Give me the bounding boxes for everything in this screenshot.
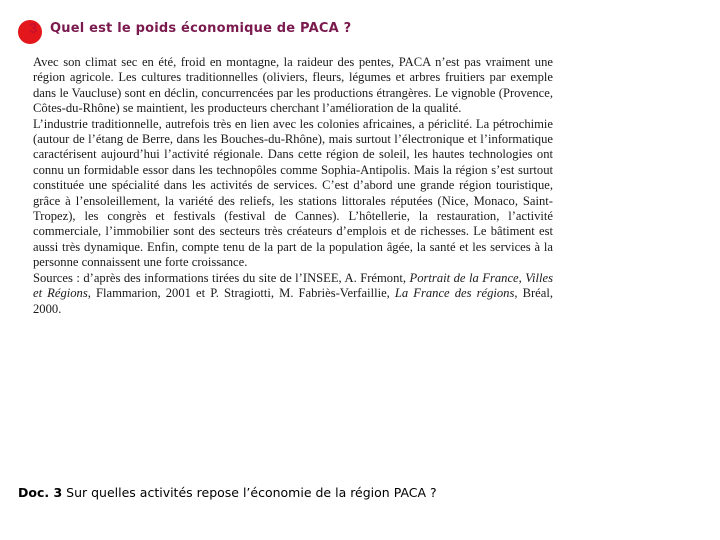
sources: Sources : d’après des informations tirées du site de l’INSEE, A. Frémont, Portrait de la France, Villes et Régions, Flammarion, 2001 et P. Stragiotti, M. Fabriès-Verfaillie, La France des régions, Bréal, 2000.	[33, 270, 554, 316]
source-work-2: La France des régions	[394, 286, 515, 301]
caption-label: Doc. 3	[18, 485, 63, 500]
source-work-1: Portrait de la France, Villes et Régions	[33, 270, 553, 301]
paragraph-industry-services: L’industrie traditionnelle, autrefois très en lien avec les colonies africaines, a périclité. La pétrochimie (autour de l’étang de Berre, dans les Bouches-du-Rhône), mais surtout l’électronique et l’informatique caractérisent aujourd’hui l’activité régionale. Dans cette région de soleil, les hautes technologies ont connu un formidable essor dans les technopôles comme Sophia-Antipolis. Mais la région s’est surtout constituée une spécialité dans les activités de services. C’est d’abord une grande région touristique, grâce à l’ensoleillement, la variété des reliefs, les stations littorales réputées (Nice, Monaco, Saint-Tropez), les congrès et festivals (festival de Cannes). L’hôtellerie, la restauration, l’activité commerciale, l’immobilier sont des secteurs très créateurs d’emplois et de richesses. Le bâtiment est aussi très dynamique. Enfin, compte tenu de la part de la population âgée, la santé et les services à la personne connaissent une forte croissance.	[33, 116, 553, 270]
paragraph-agriculture: Avec son climat sec en été, froid en montagne, la raideur des pentes, PACA n’est pas vraiment une région agricole. Les cultures traditionnelles (oliviers, fleurs, légumes et arbres fruitiers par exemple dans le Vaucluse) sont en déclin, concurrencées par les productions étrangères. Le vignoble (Provence, Côtes-du-Rhône) se maintient, les producteurs cherchant l’amélioration de la qualité.	[33, 55, 553, 116]
caption-question: Sur quelles activités repose l’économie de la région PACA ?	[62, 485, 437, 500]
document-number: 3	[29, 20, 38, 37]
document-title: Quel est le poids économique de PACA ?	[50, 21, 352, 36]
caption	[18, 485, 437, 500]
document-text	[33, 55, 553, 317]
